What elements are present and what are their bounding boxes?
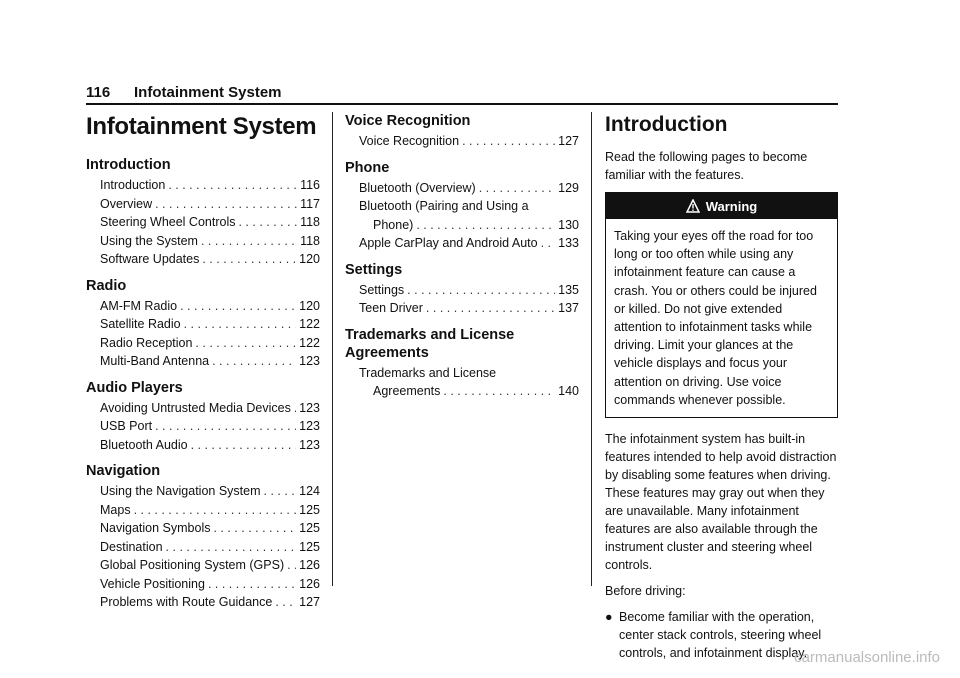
toc-section — [86, 277, 320, 371]
section-heading: Voice Recognition — [345, 113, 471, 129]
section-title: Introduction — [605, 113, 728, 136]
toc-entry-label: Teen Driver — [359, 301, 423, 315]
toc-entry-label: AM-FM Radio — [100, 298, 178, 313]
dot-leader — [134, 501, 297, 520]
dot-leader — [155, 195, 297, 214]
toc-entry-page: 135 — [558, 282, 579, 297]
toc-entry-label: Agreements — [373, 384, 441, 398]
toc-entry[interactable] — [86, 176, 320, 195]
dot-leader — [208, 575, 296, 594]
toc-entry-label: Global Positioning System (GPS) — [100, 558, 285, 572]
toc-entry[interactable] — [86, 482, 320, 501]
toc-entry-label: Voice Recognition — [359, 134, 460, 148]
toc-entry-label: Introduction — [100, 178, 166, 192]
dot-leader — [238, 213, 297, 232]
toc-entry-label: Using the Navigation System — [100, 484, 261, 498]
toc-entry-label: Satellite Radio — [100, 317, 181, 331]
toc-section-voice — [345, 112, 579, 151]
header-rule — [86, 103, 838, 105]
dot-leader — [462, 132, 555, 151]
dot-leader — [407, 281, 555, 300]
dot-leader — [275, 593, 296, 612]
bullet-text: Become familiar with the operation, center stack controls, steering wheel controls, and infotainment display. — [619, 610, 822, 661]
toc-entry[interactable] — [345, 281, 579, 300]
toc-entry[interactable] — [345, 299, 579, 318]
dot-leader — [416, 216, 555, 235]
toc-entry[interactable] — [86, 556, 320, 575]
toc-column-left — [86, 112, 320, 620]
dot-leader — [541, 234, 556, 253]
toc-entry-page: 126 — [299, 558, 320, 572]
toc-entry-page: 120 — [299, 252, 320, 266]
bullet-icon: ● — [605, 610, 613, 625]
warning-header — [606, 193, 837, 219]
toc-entry-page: 118 — [300, 233, 320, 248]
toc-entry-page: 126 — [299, 576, 320, 591]
toc-entry-page: 125 — [299, 502, 320, 517]
dot-leader — [184, 315, 297, 334]
toc-entry[interactable] — [345, 234, 579, 253]
toc-entry-page: 133 — [558, 236, 579, 250]
toc-entry-page: 118 — [300, 215, 320, 229]
toc-entry-label: Bluetooth Audio — [100, 437, 188, 452]
toc-entry[interactable] — [86, 417, 320, 436]
dot-leader — [479, 179, 555, 198]
toc-entry[interactable] — [86, 213, 320, 232]
toc-entry[interactable] — [86, 195, 320, 214]
section-heading: Navigation — [86, 463, 161, 479]
toc-entry[interactable] — [86, 501, 320, 520]
toc-entry-label: Problems with Route Guidance — [100, 595, 273, 609]
column-divider — [591, 112, 592, 586]
toc-entry-label: Avoiding Untrusted Media Devices — [100, 400, 291, 415]
toc-entry-page: 117 — [300, 196, 320, 211]
toc-entry[interactable] — [86, 315, 320, 334]
toc-entry-page: 140 — [558, 384, 579, 398]
header-title: Infotainment System — [134, 84, 282, 101]
dot-leader — [287, 556, 296, 575]
toc-entry[interactable] — [86, 232, 320, 251]
toc-entry-page: 127 — [299, 595, 320, 609]
toc-entry[interactable] — [86, 519, 320, 538]
watermark: carmanualsonline.info — [794, 649, 940, 666]
section-heading: Trademarks and License Agreements — [345, 326, 515, 361]
chapter-title: Infotainment System — [86, 113, 317, 140]
dot-leader — [213, 519, 296, 538]
toc-column-middle — [345, 112, 579, 409]
column-divider — [332, 112, 333, 586]
toc-entry[interactable] — [86, 399, 320, 418]
toc-entry-page: 125 — [299, 539, 320, 554]
toc-section-trademarks — [345, 326, 579, 401]
body-paragraph: Before driving: — [605, 584, 686, 599]
dot-leader — [426, 299, 555, 318]
toc-entry-page: 122 — [299, 317, 320, 331]
toc-entry-page: 123 — [299, 437, 320, 452]
toc-entry-label: Overview — [100, 196, 153, 211]
toc-entry-page: 129 — [558, 180, 579, 195]
toc-entry-label: Maps — [100, 502, 131, 517]
section-heading: Radio — [86, 277, 127, 294]
toc-section — [86, 462, 320, 612]
toc-entry-page: 123 — [299, 419, 320, 433]
toc-entry[interactable] — [86, 538, 320, 557]
section-heading: Phone — [345, 159, 390, 176]
toc-entry-page: 123 — [299, 400, 320, 415]
toc-entry[interactable] — [86, 297, 320, 316]
toc-sections — [86, 156, 320, 612]
section-heading: Settings — [345, 261, 403, 278]
toc-entry-label: Bluetooth (Overview) — [359, 180, 476, 195]
toc-entry-page: 137 — [558, 301, 579, 315]
toc-entry-label: Navigation Symbols — [100, 521, 211, 535]
toc-entry-page: 130 — [558, 217, 579, 232]
dot-leader — [212, 352, 296, 371]
warning-box — [605, 192, 838, 418]
dot-leader — [180, 297, 296, 316]
toc-entry[interactable] — [86, 334, 320, 353]
toc-entry-label: Software Updates — [100, 252, 200, 266]
toc-entry-page: 116 — [300, 178, 320, 192]
toc-section-phone — [345, 159, 579, 253]
toc-entry-page: 124 — [299, 484, 320, 498]
dot-leader — [191, 436, 297, 455]
toc-entry-label: Apple CarPlay and Android Auto — [359, 236, 538, 250]
content-column-right — [605, 112, 838, 662]
toc-entry-label: Settings — [359, 282, 405, 297]
toc-entry-label: Phone) — [373, 217, 414, 232]
toc-entry-page: 120 — [299, 298, 320, 313]
section-heading: Introduction — [86, 157, 171, 173]
toc-section — [86, 156, 320, 269]
toc-entry-page: 122 — [299, 335, 320, 350]
toc-section-settings — [345, 261, 579, 318]
dot-leader — [294, 399, 296, 418]
toc-section — [86, 379, 320, 455]
dot-leader — [201, 232, 297, 251]
toc-entry-page: 127 — [558, 134, 579, 148]
toc-entry[interactable] — [86, 352, 320, 371]
toc-entry-label-line1[interactable]: Bluetooth (Pairing and Using a — [359, 199, 529, 213]
dot-leader — [195, 334, 296, 353]
intro-paragraph: Read the following pages to become familiar with the features. — [605, 150, 808, 182]
toc-entry-label: Multi-Band Antenna — [100, 354, 210, 368]
toc-entry[interactable] — [345, 216, 579, 235]
dot-leader — [202, 250, 296, 269]
toc-entry[interactable] — [345, 382, 579, 401]
toc-entry-label: Vehicle Positioning — [100, 576, 205, 591]
toc-entry-label: Steering Wheel Controls — [100, 215, 236, 229]
toc-entry-page: 123 — [299, 354, 320, 368]
warning-triangle-icon — [686, 199, 700, 213]
toc-entry[interactable] — [86, 593, 320, 612]
toc-entry-label: Destination — [100, 539, 163, 554]
toc-entry-label: Radio Reception — [100, 335, 193, 350]
warning-text: Taking your eyes off the road for too long or too often while using any infotainment feature can cause a crash. You or others could be injured or killed. Do not give extended attention to infotainment tasks while driving. Limit your glances at the vehicle displays and focus your attention on driving. Use voice commands whenever possible. — [614, 229, 817, 407]
page-number: 116 — [86, 84, 111, 101]
dot-leader — [264, 482, 297, 501]
toc-entry[interactable] — [345, 179, 579, 198]
toc-entry[interactable] — [86, 250, 320, 269]
body-paragraph: The infotainment system has built-in features intended to help avoid distraction by disabling some features when driving. These features may gray out when they are unavailable. Many infotainment features are also available through the instrument cluster and steering wheel controls. — [605, 432, 837, 573]
dot-leader — [155, 417, 296, 436]
toc-entry[interactable] — [86, 436, 320, 455]
toc-entry[interactable] — [345, 132, 579, 151]
dot-leader — [168, 176, 297, 195]
toc-entry-page: 125 — [299, 521, 320, 535]
dot-leader — [443, 382, 555, 401]
toc-entry[interactable] — [86, 575, 320, 594]
toc-entry-label: Using the System — [100, 233, 198, 248]
warning-label: Warning — [705, 198, 758, 214]
dot-leader — [166, 538, 297, 557]
section-heading: Audio Players — [86, 379, 183, 396]
toc-entry-label: USB Port — [100, 419, 153, 433]
toc-entry-label-line1[interactable]: Trademarks and License — [359, 365, 497, 380]
